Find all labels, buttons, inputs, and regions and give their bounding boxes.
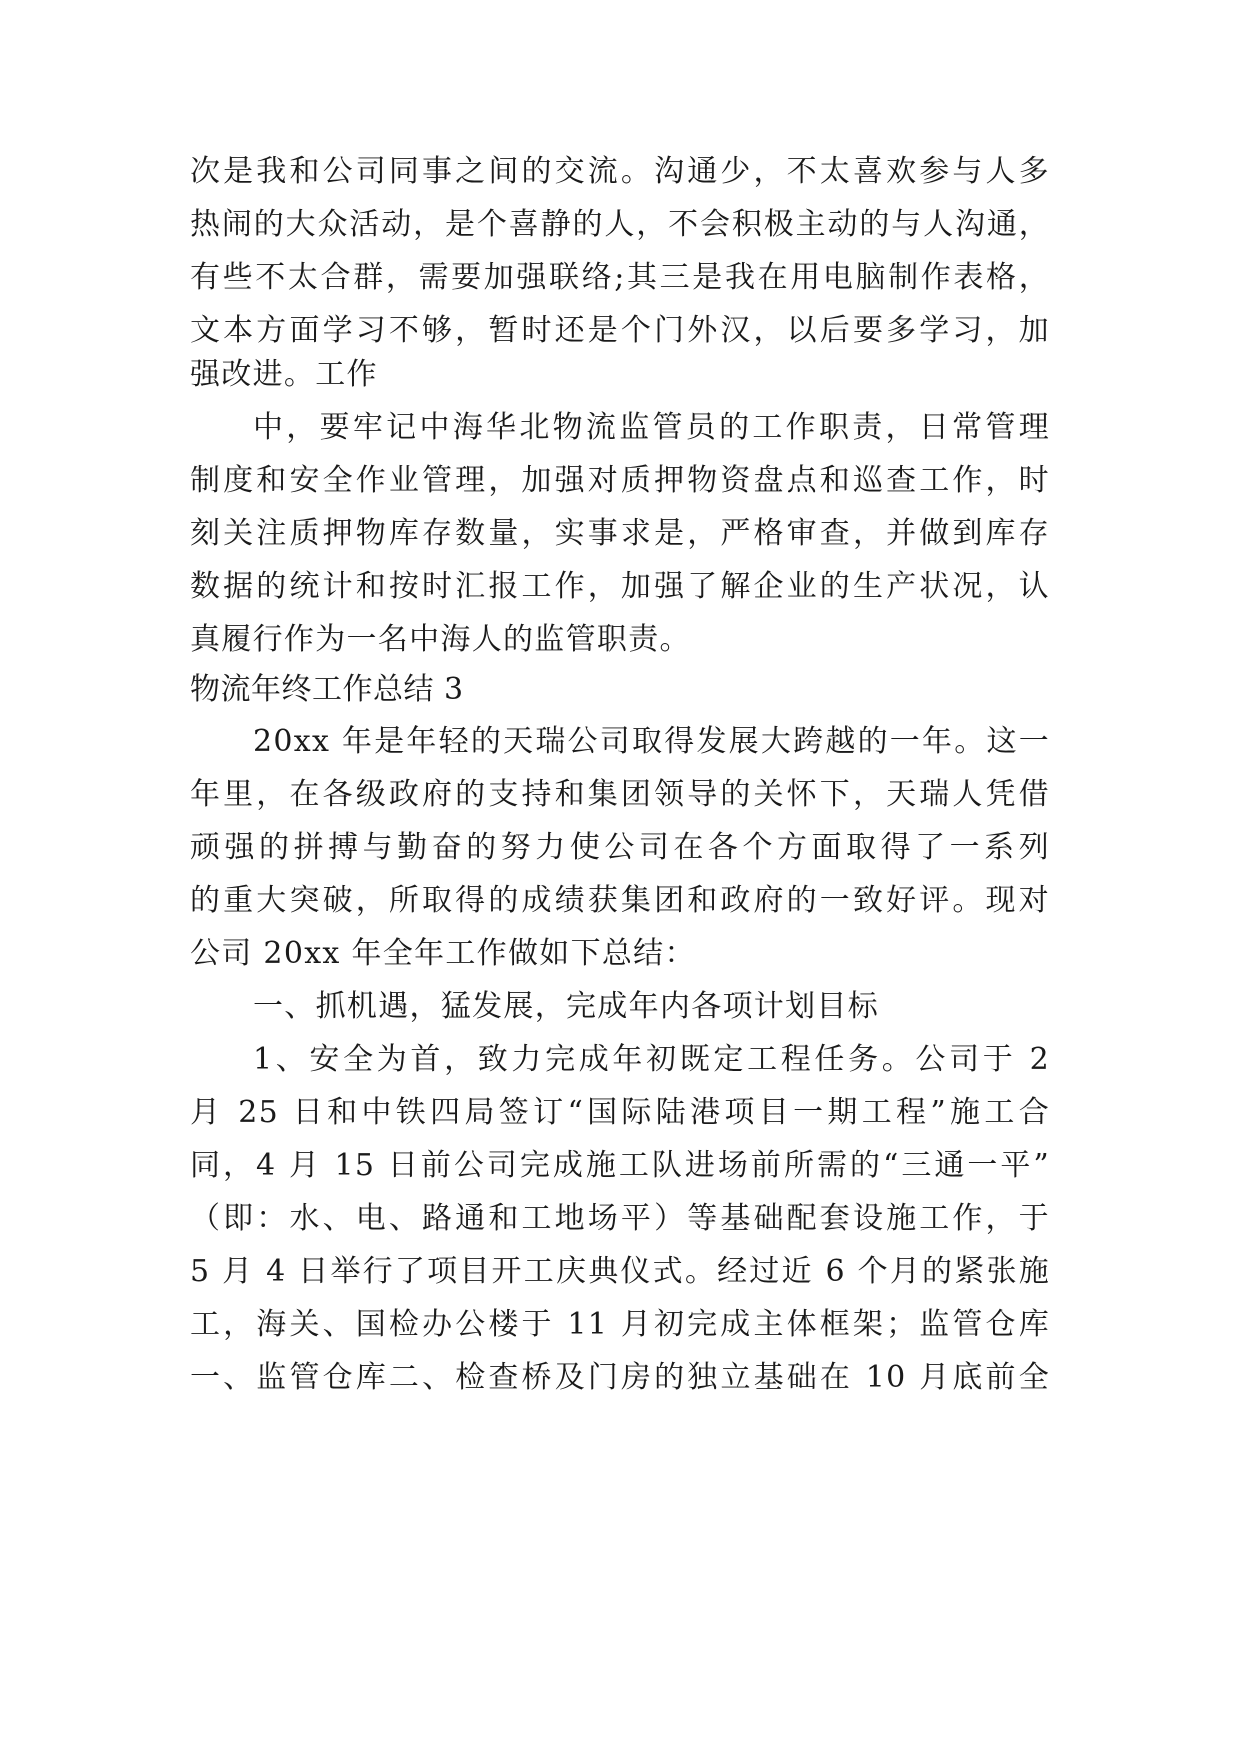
paragraph-line: 中，要牢记中海华北物流监管员的工作职责，日常管理 (253, 410, 1050, 445)
paragraph-line: 有些不太合群，需要加强联络;其三是我在用电脑制作表格， (190, 260, 1050, 295)
paragraph-line: 工，海关、国检办公楼于 11 月初完成主体框架；监管仓库 (190, 1307, 1050, 1342)
paragraph-line: 同，4 月 15 日前公司完成施工队进场前所需的“三通一平” (190, 1148, 1050, 1183)
paragraph-line: 1、安全为首，致力完成年初既定工程任务。公司于 2 (253, 1042, 1050, 1077)
paragraph-line: 真履行作为一名中海人的监管职责。 (190, 622, 691, 657)
paragraph-line: 公司 20xx 年全年工作做如下总结： (190, 936, 696, 971)
paragraph-line: 一、监管仓库二、检查桥及门房的独立基础在 10 月底前全 (190, 1360, 1050, 1395)
paragraph-line: 刻关注质押物库存数量，实事求是，严格审查，并做到库存 (190, 516, 1050, 551)
paragraph-line: 次是我和公司同事之间的交流。沟通少，不太喜欢参与人多 (190, 154, 1050, 189)
paragraph-line: 强改进。工作 (190, 357, 378, 392)
paragraph-line: 20xx 年是年轻的天瑞公司取得发展大跨越的一年。这一 (253, 724, 1050, 759)
paragraph-line: 文本方面学习不够，暂时还是个门外汉，以后要多学习，加 (190, 313, 1050, 348)
paragraph-line: 制度和安全作业管理，加强对质押物资盘点和巡查工作，时 (190, 463, 1050, 498)
subheading: 一、抓机遇，猛发展，完成年内各项计划目标 (253, 989, 879, 1024)
paragraph-line: 热闹的大众活动，是个喜静的人，不会积极主动的与人沟通， (190, 207, 1050, 242)
paragraph-line: 的重大突破，所取得的成绩获集团和政府的一致好评。现对 (190, 883, 1050, 918)
paragraph-line: 数据的统计和按时汇报工作，加强了解企业的生产状况，认 (190, 569, 1050, 604)
paragraph-line: （即：水、电、路通和工地场平）等基础配套设施工作，于 (190, 1201, 1050, 1236)
paragraph-line: 年里，在各级政府的支持和集团领导的关怀下，天瑞人凭借 (190, 777, 1050, 812)
paragraph-line: 顽强的拼搏与勤奋的努力使公司在各个方面取得了一系列 (190, 830, 1050, 865)
paragraph-line: 月 25 日和中铁四局签订“国际陆港项目一期工程”施工合 (190, 1095, 1050, 1130)
paragraph-line: 5 月 4 日举行了项目开工庆典仪式。经过近 6 个月的紧张施 (190, 1254, 1050, 1289)
section-heading: 物流年终工作总结 3 (190, 672, 464, 707)
